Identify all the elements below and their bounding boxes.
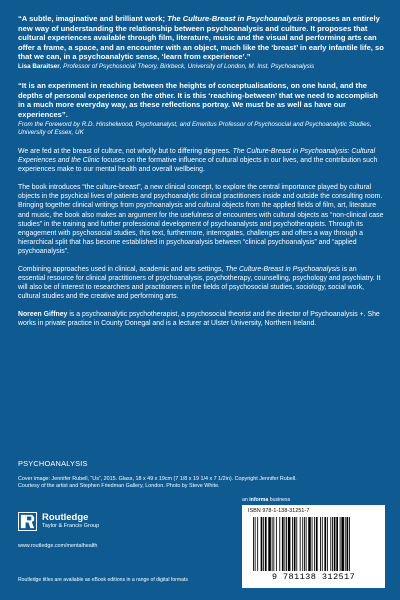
informa-text: business bbox=[268, 497, 291, 503]
publisher-logo bbox=[18, 512, 99, 531]
isbn-barcode bbox=[242, 505, 385, 588]
author-bio bbox=[18, 310, 384, 328]
book-title: The Culture-Breast in Psychoanalysis bbox=[225, 265, 341, 273]
quote-book-title: The Culture-Breast in Psychoanalysis bbox=[167, 14, 304, 23]
ebook-note: Routledge titles are available as eBook editions in a range of digital formats bbox=[18, 577, 188, 583]
isbn-label: ISBN 978-1-138-31251-7 bbox=[248, 508, 310, 514]
praise-quote-1 bbox=[18, 14, 384, 62]
author-bio-text: is a psychoanalytic psychotherapist, a psychosocial theorist and the director of Psychoanalysis +. She works in private practice in County Donegal and is a lecturer at Ulster University, Northern Ireland. bbox=[18, 311, 380, 328]
routledge-logo-icon bbox=[18, 512, 37, 531]
text-column bbox=[18, 14, 384, 329]
publisher-group: Taylor & Francis Group bbox=[42, 523, 100, 529]
subject-category: PSYCHOANALYSIS bbox=[18, 459, 88, 468]
paragraph-text: focuses on the formative influence of cultural objects in our lives, and the contribution such experiences make to our mental health and overall wellbeing. bbox=[18, 157, 378, 174]
informa-brand: informa bbox=[249, 497, 269, 503]
attribution-name: Lisa Baraitser bbox=[18, 62, 60, 70]
book-title: The Culture-Breast in Psychoanalysis: Cultural Experiences and the Clinic bbox=[18, 147, 376, 165]
barcode-icon bbox=[252, 517, 375, 571]
quote-1-attribution bbox=[18, 63, 384, 71]
description-paragraph-1 bbox=[18, 147, 384, 174]
attribution-role: , Professor of Psychosocial Theory, Birkbeck, University of London, M. Inst. Psychoanalysis bbox=[59, 62, 315, 70]
publisher-name: Routledge bbox=[42, 512, 89, 523]
publisher-name-block bbox=[42, 513, 99, 530]
publisher-url: www.routledge.com/mentalhealth bbox=[18, 543, 98, 549]
paragraph-text: We are fed at the breast of culture, not wholly but to differing degrees. bbox=[18, 147, 233, 155]
quote-text: “A subtle, imaginative and brilliant work; bbox=[18, 14, 168, 23]
description-paragraph-2: The book introduces “the culture-breast”, a new clinical concept, to explore the central importance played by cultural objects in the psychical lives of patients and psychoanalytic clinical practitioners inside and outside the consulting room. Bringing together clinical writings from psychoanalysis and cultural objects from the applied fields of film, art, literature and music, the book also makes an argument for the usefulness of encounters with cultural objects as “non-clinical case studies” in the training and further professional development of psychoanalysts and psychotherapists. Through its engagement with psychosocial studies, this text, furthermore, interrogates, challenges and offers a way through a hierarchical split that has become established in psychoanalysis between “clinical psychoanalysis” and “applied psychoanalysis”. bbox=[18, 184, 384, 255]
informa-business-label bbox=[242, 497, 290, 503]
paragraph-text: is an essential resource for clinical practitioners of psychoanalysis, psychotherapy, counselling, psychology and psychiatry. It will also be of interest to researchers and practitioners in the fields of psychosocial studies, sociology, social work, cultural studies and the creative and performing arts. bbox=[18, 265, 381, 301]
quote-2-attribution: From the Foreword by R.D. Hinshelwood, Psychoanalyst, and Emeritus Professor of Psychosocial and Psychoanalytic Studies, University of Essex, UK bbox=[18, 120, 372, 136]
praise-quote-2: “It is an experiment in reaching between the heights of conceptualisations, on one hand, and the depths of personal experience on the other. It is this ‘reaching-between’ that we need to accomplish in a much more everyday way, as these reflections portray. We must be as well as have our experiences”. bbox=[18, 81, 378, 119]
paragraph-text: Combining approaches used in clinical, academic and arts settings, bbox=[18, 265, 226, 273]
cover-image-credit: Cover image: Jennifer Rubell, “Us”, 2015. Glass, 18 x 49 x 19cm (7 1/8 x 19 1/4 x 7 1/2in). Copyright Jennifer Rubell. Courtesy of the artist and Stephen Friedman Gallery, London. Photo by Steve White. bbox=[18, 476, 297, 490]
barcode-digits: 9 781138 312517 bbox=[271, 572, 356, 582]
author-name: Noreen Giffney bbox=[18, 311, 68, 319]
informa-text: an bbox=[242, 497, 250, 503]
description-paragraph-3 bbox=[18, 265, 384, 301]
quote-text: proposes an entirely new way of understanding the relationship between psychoanalysis and culture. It proposes that cultural experiences available through film, literature, music and the visual and performing arts can offer a frame, a space, and an encounter with an object, much like the ‘breast’ in early infantile life, so that we can, in a psychoanalytic sense, ‘learn from experience’.” bbox=[18, 14, 384, 62]
